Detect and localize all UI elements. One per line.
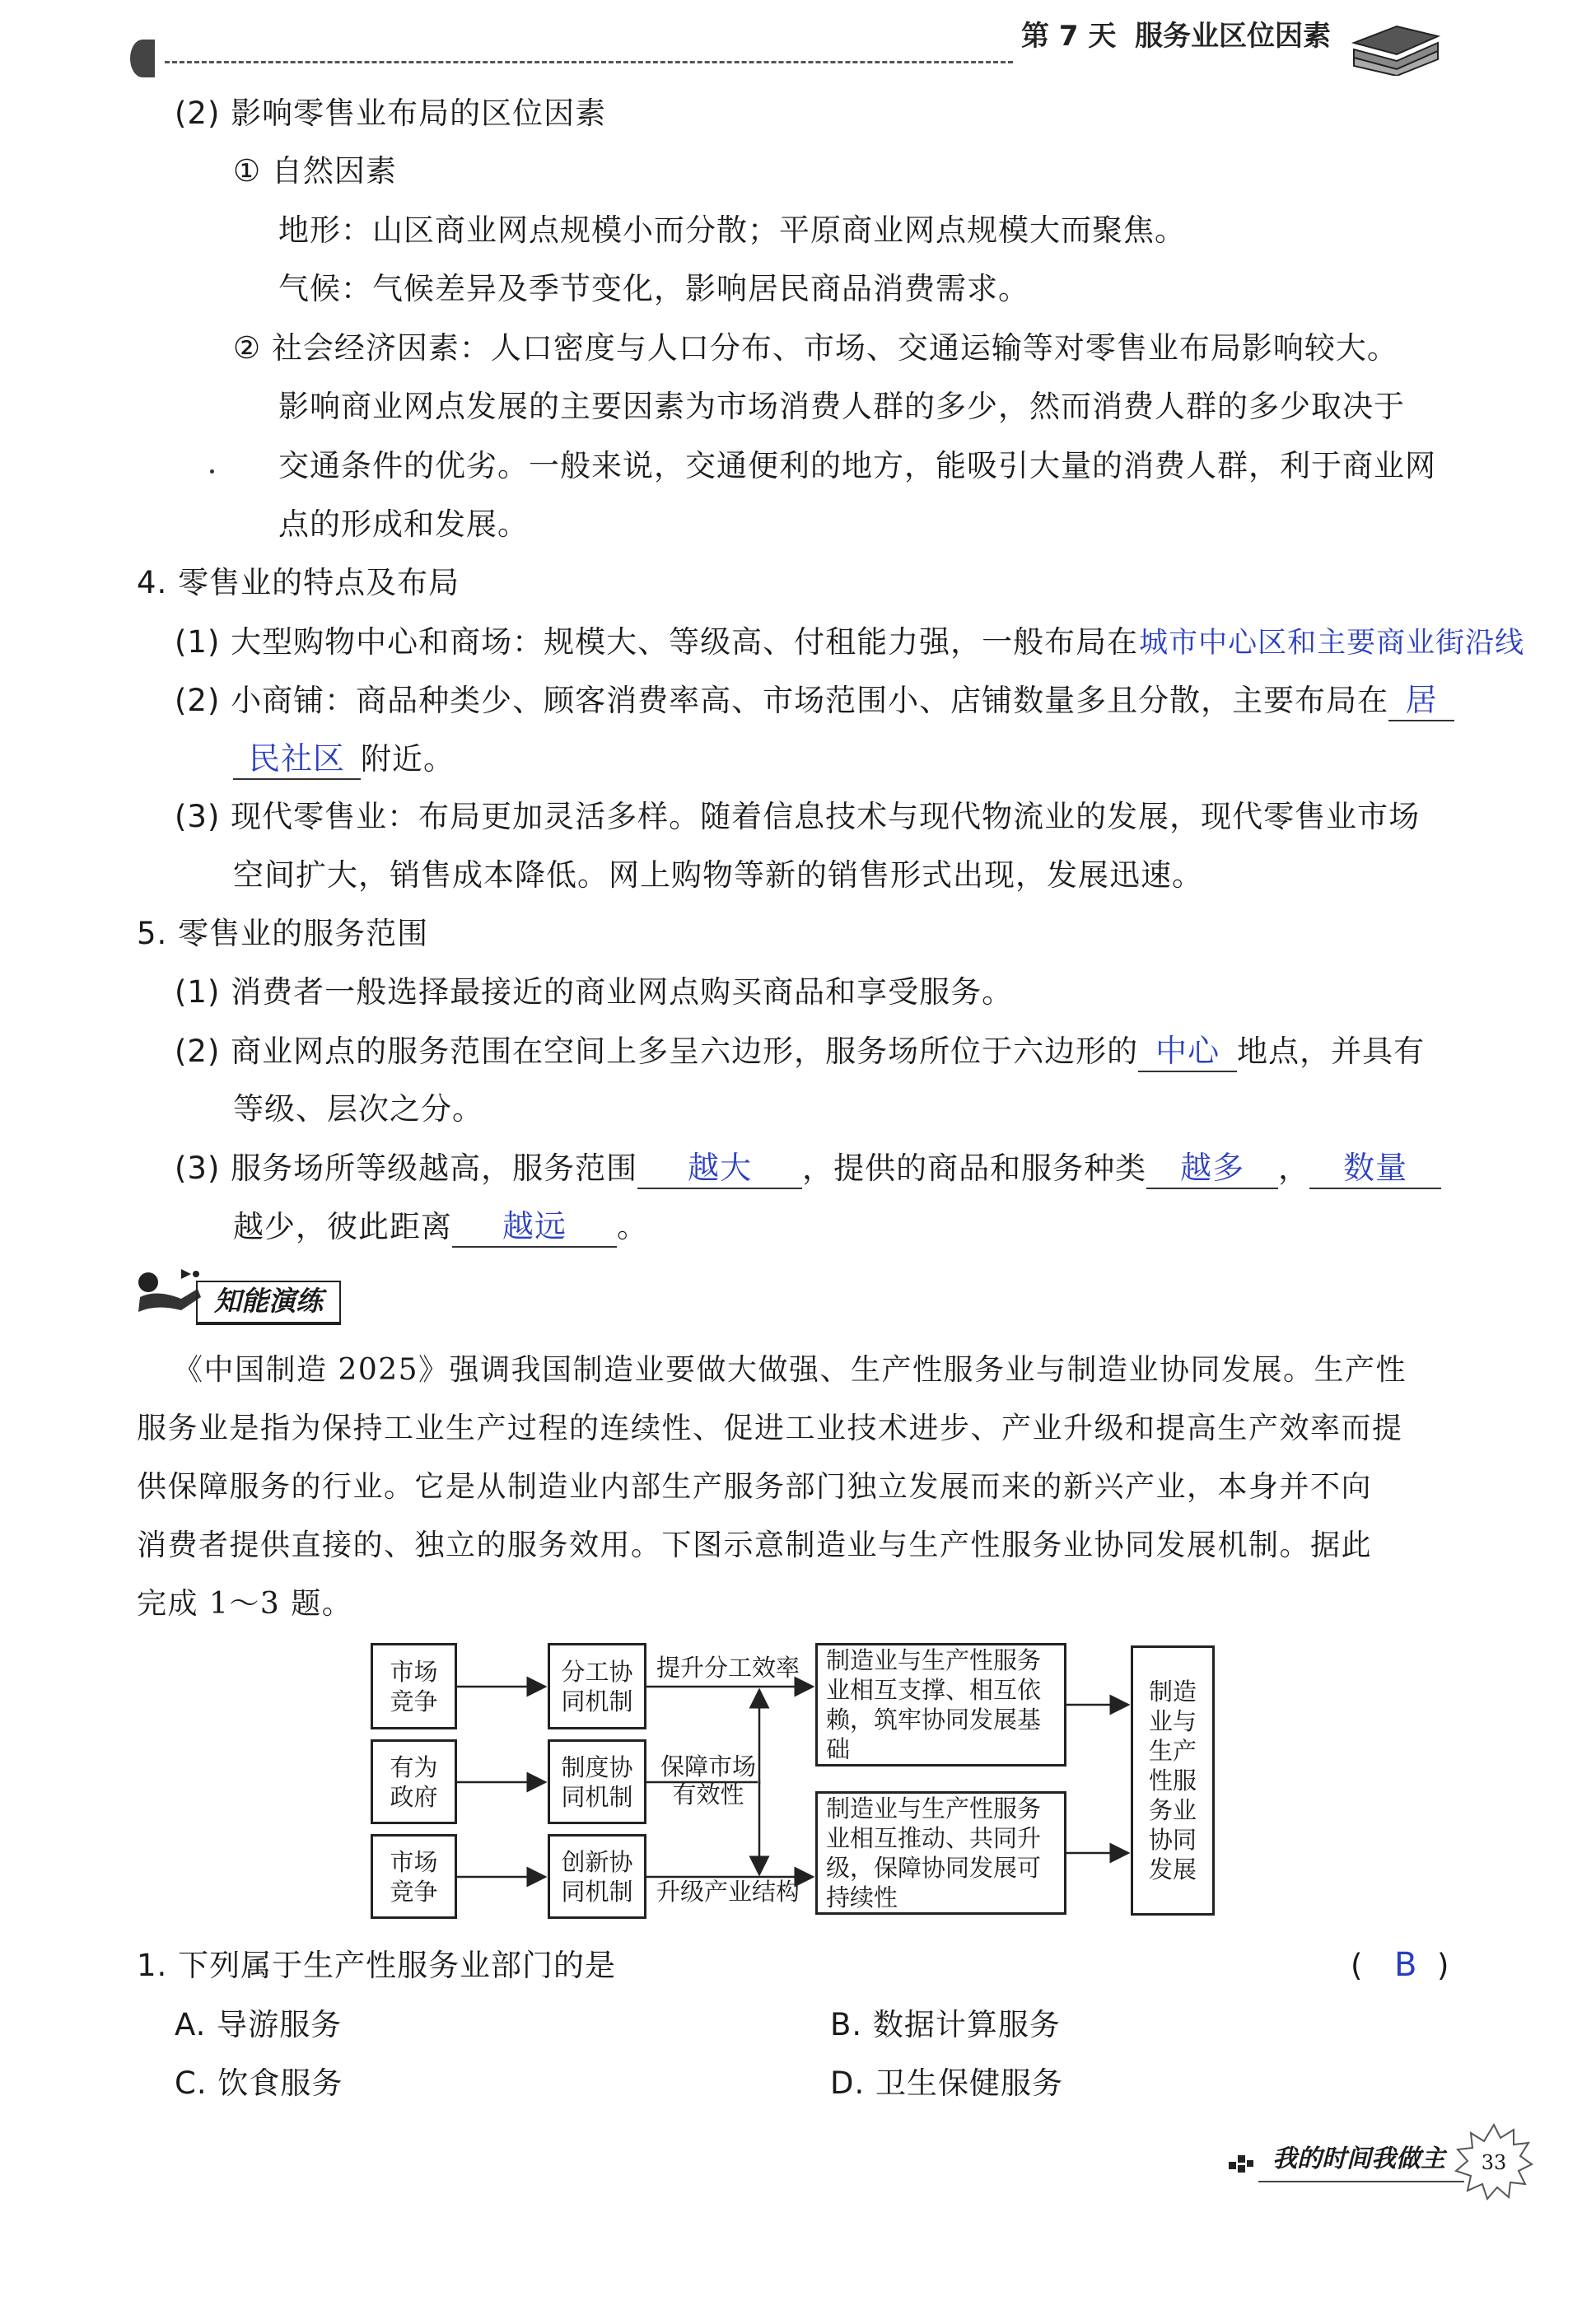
line-para-1: 影响商业网点发展的主要因素为市场消费人群的多少，然而消费人群的多少取决于 bbox=[278, 389, 1405, 424]
answer-2b: 民社区 bbox=[248, 740, 345, 777]
large-mall-text: (1) 大型购物中心和商场：规模大、等级高、付租能力强，一般布局在 bbox=[175, 624, 1139, 660]
footer-squares-icon bbox=[1229, 2152, 1253, 2173]
service-range-mid: ，提供的商品和服务种类 bbox=[802, 1150, 1147, 1186]
diagram-label-2a: 保障市场有效性 bbox=[660, 1753, 756, 1809]
page-number: 33 bbox=[1481, 2151, 1507, 2174]
line-hierarchy: 等级、层次之分。 bbox=[233, 1091, 483, 1127]
option-c[interactable]: C. 饮食服务 bbox=[175, 2065, 343, 2101]
header-day: 第 7 天 bbox=[1021, 20, 1117, 53]
passage-line-4: 消费者提供直接的、独立的服务效用。下图示意制造业与生产性服务业协同发展机制。据此 bbox=[137, 1529, 1373, 1562]
line-modern-retail-2: 空间扩大，销售成本降低。网上购物等新的销售形式出现，发展迅速。 bbox=[233, 857, 1203, 893]
passage-line-1: 《中国制造 2025》强调我国制造业要做大做强、生产性服务业与制造业协同发展。生产性 bbox=[173, 1353, 1407, 1387]
line-consumer-choice: (1) 消费者一般选择最接近的商业网点购买商品和享受服务。 bbox=[175, 974, 1014, 1010]
diagram-label-1: 提升分工效率 bbox=[656, 1654, 800, 1682]
nearby-text: 附近。 bbox=[361, 741, 455, 777]
diagram-mid-box-2: 制度协同机制 bbox=[548, 1739, 646, 1824]
question-1-answer: B bbox=[1394, 1946, 1417, 1984]
line-socioeconomic: ② 社会经济因素：人口密度与人口分布、市场、交通运输等对零售业布局影响较大。 bbox=[233, 330, 1398, 366]
diagram-label-3: 升级产业结构 bbox=[656, 1878, 800, 1906]
line-para-3: 点的形成和发展。 bbox=[278, 506, 529, 542]
question-1-stem: 1. 下列属于生产性服务业部门的是 bbox=[137, 1948, 617, 1983]
line-terrain: 地形：山区商业网点规模小而分散；平原商业网点规模大而聚焦。 bbox=[278, 212, 1186, 248]
hexagon-text-end: 地点，并具有 bbox=[1237, 1034, 1426, 1069]
distance-text: 越少，彼此距离 bbox=[233, 1209, 452, 1244]
line-climate: 气候：气候差异及季节变化，影响居民商品消费需求。 bbox=[278, 271, 1029, 306]
passage-line-3: 供保障服务的行业。它是从制造业内部生产服务部门独立发展而来的新兴产业，本身并不向 bbox=[137, 1470, 1373, 1504]
answer-7: 越远 bbox=[502, 1208, 567, 1244]
section-4-heading: 4. 零售业的特点及布局 bbox=[137, 565, 460, 600]
diagram-right-box-1: 制造业与生产性服务业相互支撑、相互依赖，筑牢协同发展基础 bbox=[815, 1643, 1066, 1767]
answer-3: 中心 bbox=[1155, 1033, 1220, 1069]
diagram-left-box-3: 市场竞争 bbox=[371, 1834, 457, 1919]
line-retail-factors-heading: (2) 影响零售业布局的区位因素 bbox=[175, 96, 607, 131]
diagram-final-box: 制造业与生产性服务业协同发展 bbox=[1131, 1645, 1215, 1916]
service-range-text: (3) 服务场所等级越高，服务范围 bbox=[175, 1150, 638, 1186]
answer-1: 城市中心区和主要商业街沿线 bbox=[1139, 627, 1525, 660]
question-1-paren-close: ) bbox=[1437, 1948, 1450, 1983]
section-title: 知能演练 bbox=[214, 1285, 323, 1317]
passage-line-5: 完成 1～3 题。 bbox=[137, 1587, 353, 1621]
answer-2a: 居 bbox=[1405, 682, 1438, 718]
answer-5: 越多 bbox=[1180, 1150, 1245, 1186]
diagram-mid-box-1: 分工协同机制 bbox=[548, 1643, 646, 1729]
answer-6: 数量 bbox=[1343, 1150, 1408, 1186]
option-a[interactable]: A. 导游服务 bbox=[175, 2007, 343, 2042]
diagram-left-box-2: 有为政府 bbox=[371, 1739, 457, 1824]
line-modern-retail-1: (3) 现代零售业：布局更加灵活多样。随着信息技术与现代物流业的发展，现代零售业市场 bbox=[175, 799, 1421, 834]
option-d[interactable]: D. 卫生保健服务 bbox=[830, 2065, 1064, 2101]
diagram-right-box-2: 制造业与生产性服务业相互推动、共同升级，保障协同发展可持续性 bbox=[815, 1791, 1066, 1915]
footer-rule bbox=[1258, 2181, 1464, 2182]
line-natural-factors: ① 自然因素 bbox=[233, 153, 397, 189]
option-b[interactable]: B. 数据计算服务 bbox=[830, 2007, 1061, 2042]
question-1-paren-open: ( bbox=[1351, 1948, 1364, 1983]
footer-slogan: 我的时间我做主 bbox=[1272, 2145, 1445, 2173]
distance-period: 。 bbox=[617, 1209, 648, 1244]
section-5-heading: 5. 零售业的服务范围 bbox=[137, 916, 429, 951]
hexagon-text: (2) 商业网点的服务范围在空间上多呈六边形，服务场所位于六边形的 bbox=[175, 1034, 1139, 1069]
service-range-comma: ， bbox=[1278, 1150, 1310, 1186]
small-shop-text: (2) 小商铺：商品种类少、顾客消费率高、市场范围小、店铺数量多且分散，主要布局在 bbox=[175, 683, 1389, 718]
diagram-left-box-1: 市场竞争 bbox=[371, 1643, 457, 1729]
passage-line-2: 服务业是指为保持工业生产过程的连续性、促进工业技术进步、产业升级和提高生产效率而提 bbox=[137, 1412, 1403, 1445]
diagram-mid-box-3: 创新协同机制 bbox=[548, 1834, 646, 1919]
line-para-2: 交通条件的优劣。一般来说，交通便利的地方，能吸引大量的消费人群，利于商业网 bbox=[278, 448, 1436, 483]
answer-4: 越大 bbox=[688, 1150, 753, 1186]
header-title: 服务业区位因素 bbox=[1135, 20, 1331, 53]
